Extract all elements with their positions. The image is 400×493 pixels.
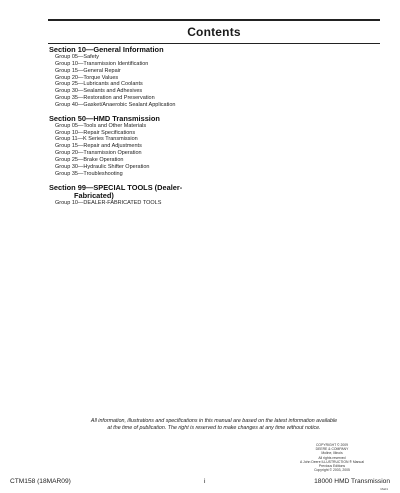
- copyright-line: All rights reserved: [318, 455, 346, 460]
- copyright-block: [300, 443, 364, 472]
- group-entry[interactable]: Group 40—Gasket/Anaerobic Sealant Application: [55, 101, 176, 108]
- group-entry[interactable]: Group 10—DEALER-FABRICATED TOOLS: [55, 199, 162, 206]
- toc-section: [49, 46, 249, 109]
- group-entry[interactable]: Group 25—Brake Operation: [55, 156, 124, 163]
- group-entry[interactable]: Group 10—Repair Specifications: [55, 129, 136, 136]
- group-entry[interactable]: Group 30—Sealants and Adhesives: [55, 88, 143, 95]
- copyright-line: DEERE & COMPANY: [315, 447, 349, 452]
- copyright-line: Moline, Illinois: [321, 451, 343, 456]
- page-title: Contents: [187, 25, 241, 39]
- group-entry[interactable]: Group 15—General Repair: [55, 67, 121, 74]
- copyright-line: Previous Editions: [318, 464, 346, 469]
- group-entry[interactable]: Group 15—Repair and Adjustments: [55, 143, 142, 150]
- table-of-contents: [49, 46, 249, 212]
- section-heading[interactable]: [49, 184, 249, 200]
- contents-title-box: [48, 19, 380, 44]
- copyright-line: COPYRIGHT © 2009: [315, 443, 349, 447]
- group-entry[interactable]: Group 35—Restoration and Preservation: [55, 95, 155, 102]
- manual-code: CTM158 (18MAR09): [10, 478, 71, 485]
- page-footer: [10, 478, 390, 491]
- page-code: Ma01: [380, 487, 388, 491]
- section-heading[interactable]: Section 50—HMD Transmission: [49, 113, 160, 123]
- group-entry[interactable]: Group 35—Troubleshooting: [55, 170, 123, 177]
- copyright-line: A John Deere ILLUSTRUCTION ® Manual: [300, 459, 364, 464]
- section-heading-line: Section 99—SPECIAL TOOLS (Dealer-: [49, 182, 183, 192]
- toc-section: [49, 184, 249, 207]
- group-entry[interactable]: Group 10—Transmission Identification: [55, 60, 149, 67]
- copyright-line: Copyright © 2003, 2005: [314, 468, 350, 473]
- group-entry[interactable]: Group 11—K Series Transmission: [55, 136, 138, 143]
- group-entry[interactable]: Group 25—Lubricants and Coolants: [55, 81, 143, 88]
- page-number: i: [204, 478, 206, 485]
- manual-title: 18000 HMD Transmission: [314, 478, 390, 485]
- disclaimer-notice: All information, illustrations and specifications in this manual are based on the latest information available at the time of publication. The right is reserved to make changes at any time without notice.: [90, 418, 338, 432]
- toc-section: [49, 115, 249, 178]
- section-heading-continued: Fabricated): [74, 190, 114, 200]
- group-entry[interactable]: Group 30—Hydraulic Shifter Operation: [55, 163, 150, 170]
- group-entry[interactable]: Group 05—Tools and Other Materials: [55, 122, 147, 129]
- section-heading[interactable]: Section 10—General Information: [49, 45, 164, 54]
- group-entry[interactable]: Group 05—Safety: [55, 54, 100, 60]
- group-entry[interactable]: Group 20—Torque Values: [55, 74, 119, 81]
- group-entry[interactable]: Group 20—Transmission Operation: [55, 150, 142, 157]
